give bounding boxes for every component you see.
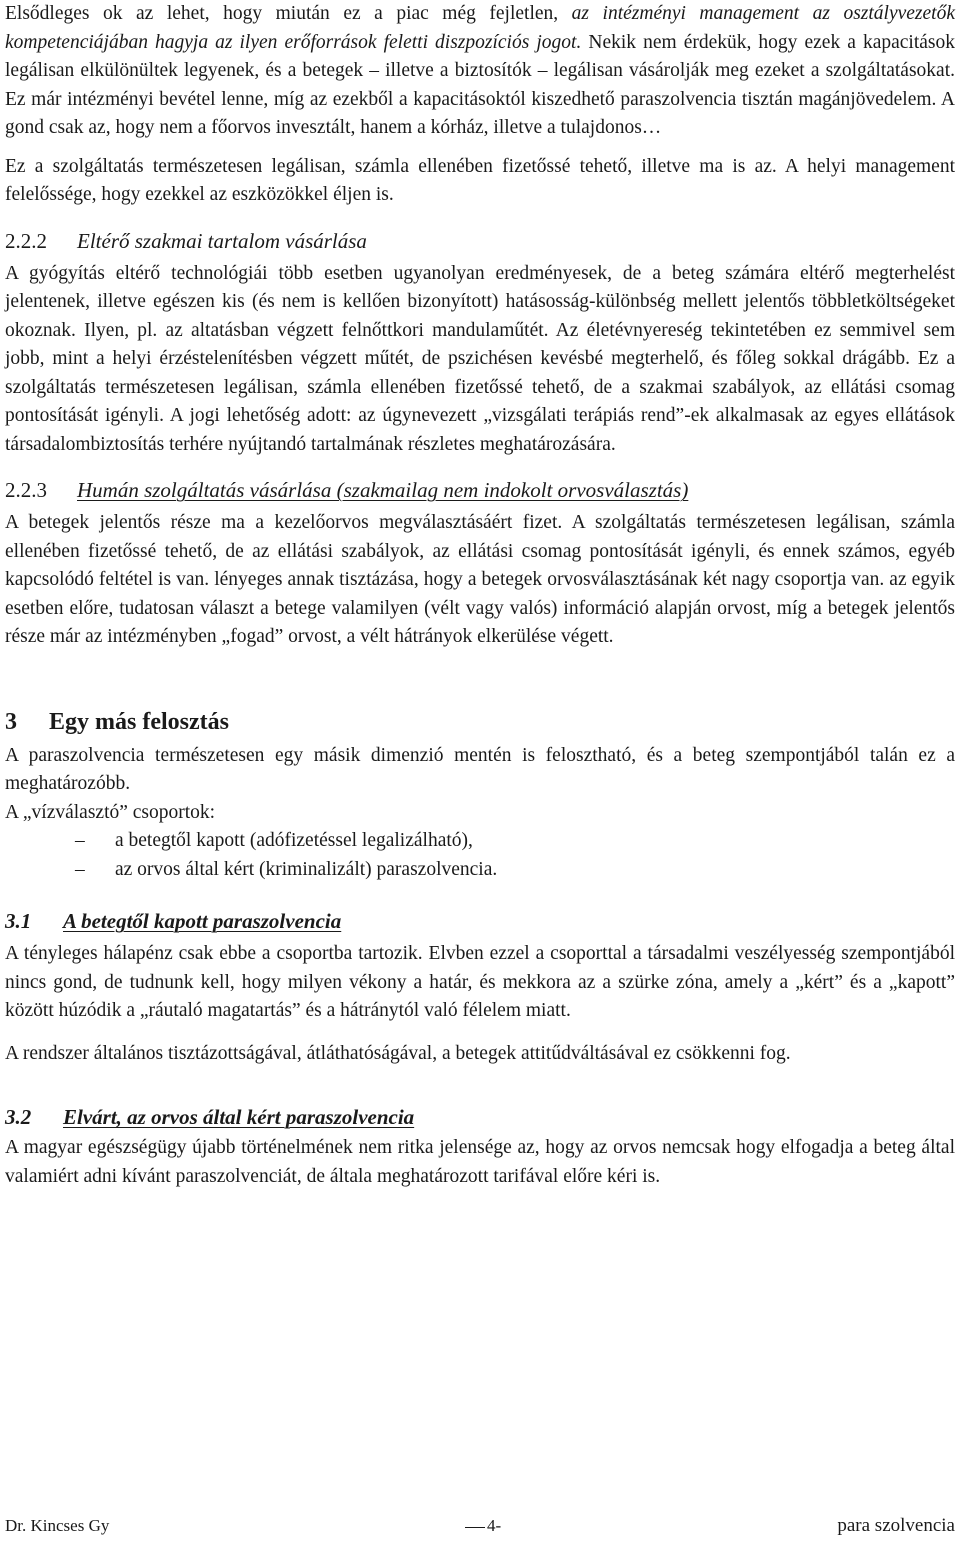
italic-emphasis: az intézményi management az osztályvezetők kompetenciájában hagyja az ilyen erőforrások feletti diszpozíciós jogot.	[5, 3, 955, 53]
list-item: – az orvos által kért (kriminalizált) paraszolvencia.	[5, 856, 955, 885]
footer-page-number: 4-	[465, 1514, 501, 1538]
footer-author: Dr. Kincses Gy	[5, 1516, 110, 1535]
paragraph-3-1-a: A tényleges hálapénz csak ebbe a csoportba tartozik. Elvben ezzel a csoporttal a társadalmi veszélyesség szempontjából nincs gond, de tudnunk kell, hogy milyen vékony a határ, és mekkora az a szürke zóna, amely a „kért” és a „kapott” között húzódik a „ráutaló magatartás” és a hátránytól való félelem miatt.	[5, 943, 955, 1021]
dash-bullet: –	[75, 830, 85, 851]
paragraph-2-2-3: A betegek jelentős része ma a kezelőorvos megválasztásáért fizet. A szolgáltatás természetesen legálisan, számla ellenében fizetőssé tehető, de az ellátási szabályok, az ellátási csomag pontosítását igényli, és ennek számos, egyéb kapcsolódó feltétel is van. lényeges annak tisztázása, hogy a betegek orvosválasztásának két nagy csoportja van. az egyik esetben előre, tudatosan választ a betege valamilyen (vélt vagy valós) információ alapján orvost, míg a betegek jelentős része már az intézményben „fogad” orvost, a vélt hátrányok elkerülése végett.	[5, 512, 955, 647]
section-title: Elvárt, az orvos által kért paraszolvencia	[63, 1105, 415, 1129]
heading-3	[5, 706, 955, 738]
dash-bullet: –	[75, 858, 85, 880]
heading-3-2	[5, 1102, 955, 1132]
heading-3-1	[5, 906, 955, 936]
section-number: 2.2.3	[5, 478, 47, 502]
section-number: 3	[5, 708, 17, 735]
section-title: Egy más felosztás	[49, 708, 229, 735]
heading-2-2-3	[5, 475, 955, 505]
section-number: 3.2	[5, 1105, 32, 1129]
dash-decoration	[465, 1527, 485, 1528]
section-title: Eltérő szakmai tartalom vásárlása	[77, 228, 367, 253]
list-item: – a betegtől kapott (adófizetéssel legalizálható),	[5, 827, 955, 856]
section-title: Humán szolgáltatás vásárlása (szakmailag nem indokolt orvosválasztás)	[77, 478, 689, 502]
paragraph-3-1-b: A rendszer általános tisztázottságával, átláthatóságával, a betegek attitűdváltásával ez csökkenni fog.	[5, 1042, 791, 1064]
footer-topic: para szolvencia	[837, 1515, 955, 1536]
heading-2-2-2	[5, 226, 955, 256]
document-page	[5, 0, 955, 1191]
section-number: 2.2.2	[5, 228, 47, 253]
paragraph-3-2: A magyar egészségügy újabb történelmének nem ritka jelensége az, hogy az orvos nemcsak hogy elfogadja a beteg által valamiért adni kívánt paraszolvenciát, de általa meghatározott tarifával előre kéri is.	[5, 1137, 955, 1187]
paragraph-legal-service: Ez a szolgáltatás természetesen legálisan, számla ellenében fizetőssé tehető, illetve ma is az. A helyi management felelőssége, hogy ezekkel az eszközökkel éljen is.	[5, 155, 955, 205]
section-number: 3.1	[5, 909, 32, 933]
paragraph-intro: Elsődleges ok az lehet, hogy miután ez a piac még fejletlen, az intézményi management az osztályvezetők kompetenciájában hagyja az ilyen erőforrások feletti diszpozíciós jogot. Nekik nem érdekük, hogy ezek a kapacitások legálisan elkülönültek legyenek, és a betegek – illetve a biztosítók – legálisan vásárolják meg ezeket a szolgáltatásokat. Ez már intézményi bevétel lenne, míg az ezekből a kapacitásoktól kiszedhető paraszolvencia tisztán magánjövedelem. A gond csak az, hogy nem a főorvos invesztált, hanem a kórház, illetve a tulajdonos…	[5, 3, 956, 138]
paragraph-2-2-2: A gyógyítás eltérő technológiái több esetben ugyanolyan eredményesek, de a beteg számára eltérő megterhelést jelentenek, illetve egészen kis (és nem is kellően bizonyított) hatásosság-különbség mellett jelentős többletköltségeket okoznak. Ilyen, pl. az altatásban végzett felnőttkori mandulaműtét. Az életévnyereség tekintetében ez semmivel sem jobb, mint a helyi érzéstelenítésben végzett műtét, de pszichésen kevésbé megterhelő, és főleg sokkal drágább. Ez a szolgáltatás természetesen legálisan, számla ellenében fizetőssé tehető, de a szakmai szabályok, az ellátási csomag pontosítását igényli. A jogi lehetőség adott: az úgynevezett „vizsgálati terápiás rend”-ek alkalmasak az egyes ellátások társadalombiztosítás terhére nyújtandó tartalmának részletes meghatározására.	[5, 262, 955, 455]
paragraph-3-intro: A „vízválasztó” csoportok:	[5, 801, 216, 823]
paragraph-3: A paraszolvencia természetesen egy másik dimenzió mentén is felosztható, és a beteg szempontjából talán ez a meghatározóbb.	[5, 744, 955, 794]
page-footer	[5, 1514, 955, 1538]
dash-list	[5, 827, 955, 884]
section-title: A betegtől kapott paraszolvencia	[63, 909, 342, 933]
